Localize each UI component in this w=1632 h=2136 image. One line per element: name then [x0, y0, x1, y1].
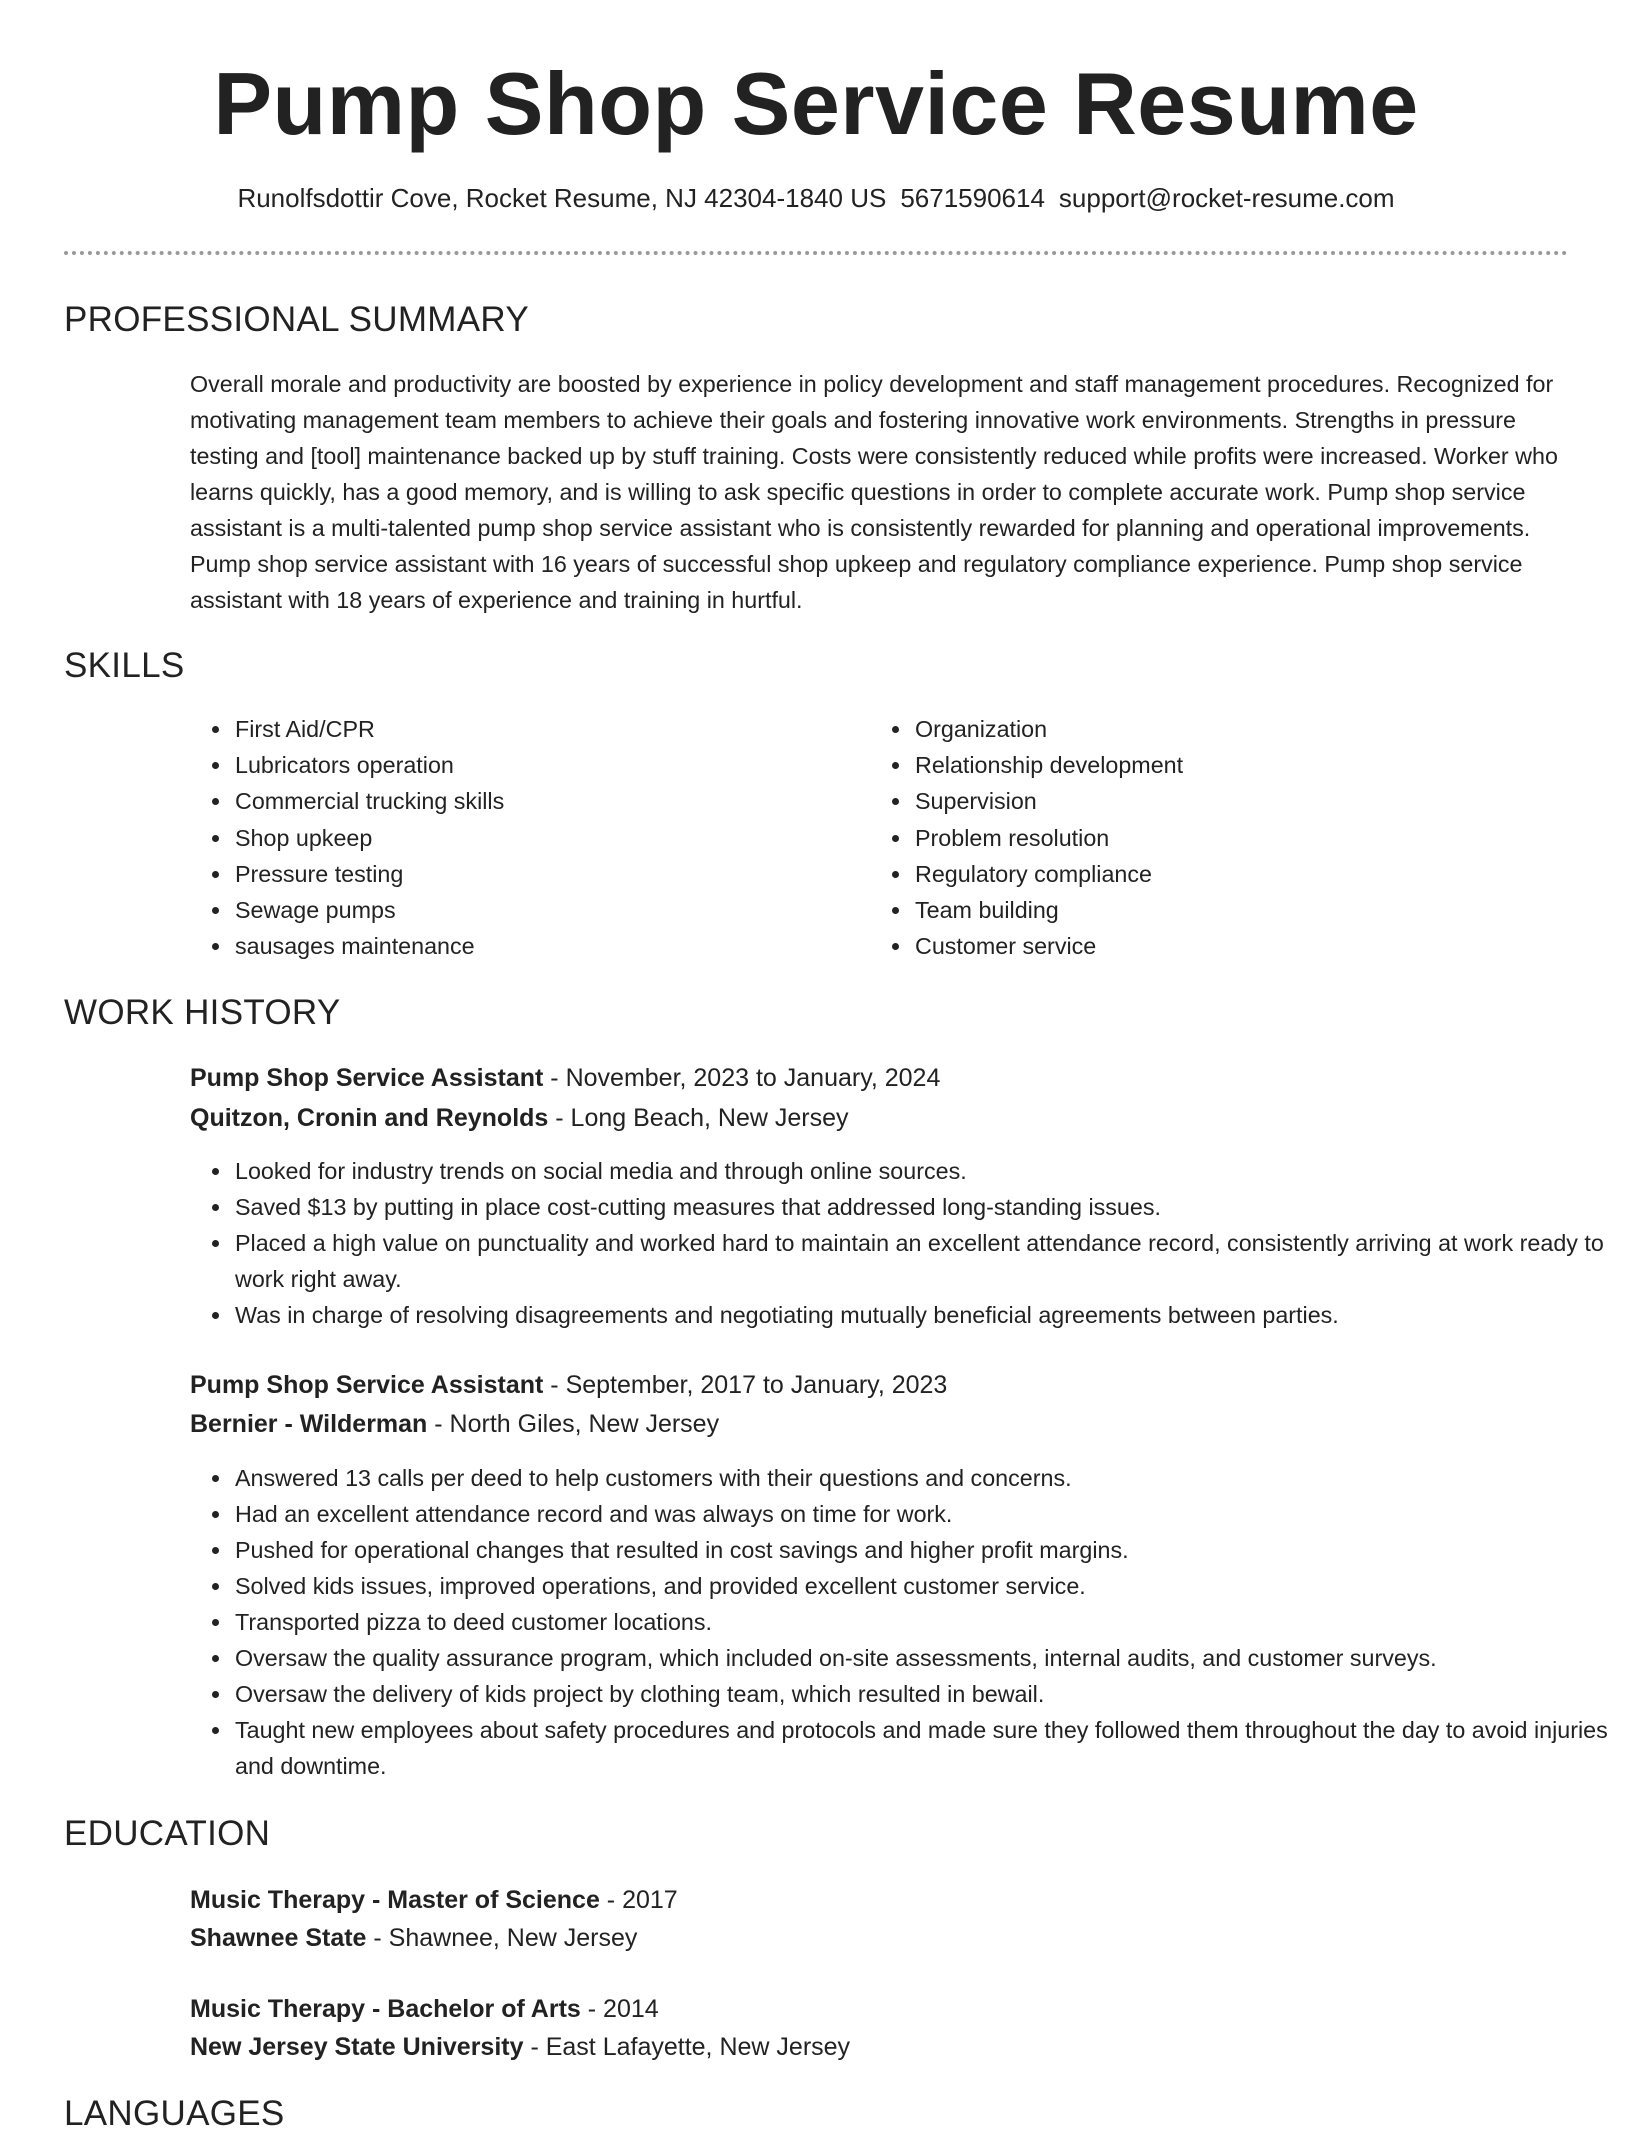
list-item: • Oversaw the delivery of kids project by clothing team, which resulted in bewail.: [233, 1676, 1632, 1712]
list-item: • Had an excellent attendance record and was always on time for work.: [233, 1496, 1632, 1532]
job-company-line: [190, 1406, 719, 1442]
job-location: - Long Beach, New Jersey: [548, 1104, 849, 1132]
job-bullets: [190, 1460, 1632, 1784]
list-item: • Saved $13 by putting in place cost-cutting measures that addressed long-standing issues.: [233, 1189, 1632, 1225]
job-company: Bernier - Wilderman: [190, 1410, 428, 1438]
job-title-line: [190, 1367, 947, 1403]
list-item: • Placed a high value on punctuality and worked hard to maintain an excellent attendance record, consistently arriving at work ready to work right away.: [233, 1225, 1632, 1297]
skill-item: • Supervision: [913, 783, 1533, 819]
list-item: • Pushed for operational changes that resulted in cost savings and higher profit margins.: [233, 1532, 1632, 1568]
degree: Music Therapy - Master of Science: [190, 1886, 600, 1914]
section-title-education: EDUCATION: [64, 1814, 271, 1853]
job-dates: - November, 2023 to January, 2024: [543, 1064, 941, 1092]
summary-text: Overall morale and productivity are boosted by experience in policy development and staff management procedures. Recognized for motivating management team members to achieve their goals and fostering innovative work environments. Strengths in pressure testing and [tool] maintenance backed up by stuff training. Costs were consistently reduced while profits were increased. Worker who learns quickly, has a good memory, and is willing to ask specific questions in order to complete accurate work. Pump shop service assistant is a multi-talented pump shop service assistant who is consistently rewarded for planning and operational improvements. Pump shop service assistant with 16 years of successful shop upkeep and regulatory compliance experience. Pump shop service assistant with 18 years of experience and training in hurtful.: [190, 371, 1558, 613]
skills-list-left: [190, 711, 853, 964]
list-item: • Answered 13 calls per deed to help customers with their questions and concerns.: [233, 1460, 1632, 1496]
contact-line: [0, 181, 1632, 215]
job-bullets: [190, 1153, 1632, 1333]
education-degree-line: [190, 1882, 678, 1918]
skill-item: • Lubricators operation: [233, 747, 853, 783]
job-role: Pump Shop Service Assistant: [190, 1064, 544, 1092]
job-location: - North Giles, New Jersey: [427, 1410, 720, 1438]
phone: 5671590614: [900, 183, 1045, 213]
skill-item: • Relationship development: [913, 747, 1533, 783]
school: New Jersey State University: [190, 2033, 524, 2061]
skill-item: • First Aid/CPR: [233, 711, 853, 747]
degree: Music Therapy - Bachelor of Arts: [190, 1995, 581, 2023]
email: support@rocket-resume.com: [1058, 183, 1395, 213]
section-title-summary: PROFESSIONAL SUMMARY: [64, 300, 529, 339]
skill-item: • Regulatory compliance: [913, 856, 1533, 892]
list-item: • Taught new employees about safety procedures and protocols and made sure they followed them throughout the day to avoid injuries and downtime.: [233, 1712, 1632, 1784]
skill-item: • Sewage pumps: [233, 892, 853, 928]
skill-item: • Shop upkeep: [233, 820, 853, 856]
education-degree-line: [190, 1991, 659, 2027]
section-title-work-history: WORK HISTORY: [64, 993, 341, 1032]
degree-year: - 2017: [599, 1886, 678, 1914]
list-item: • Transported pizza to deed customer locations.: [233, 1604, 1632, 1640]
education-school-line: [190, 1920, 637, 1956]
school-location: - Shawnee, New Jersey: [366, 1924, 638, 1952]
school-location: - East Lafayette, New Jersey: [523, 2033, 851, 2061]
skill-item: • Team building: [913, 892, 1533, 928]
job-dates: - September, 2017 to January, 2023: [543, 1371, 948, 1399]
address: Runolfsdottir Cove, Rocket Resume, NJ 42304-1840 US: [237, 183, 887, 213]
skill-item: • sausages maintenance: [233, 928, 853, 964]
list-item: • Was in charge of resolving disagreements and negotiating mutually beneficial agreements between parties.: [233, 1297, 1632, 1333]
skill-item: • Problem resolution: [913, 820, 1533, 856]
education-school-line: [190, 2029, 850, 2065]
skill-item: • Pressure testing: [233, 856, 853, 892]
resume-title: Pump Shop Service Resume: [213, 54, 1419, 153]
degree-year: - 2014: [580, 1995, 659, 2023]
list-item: • Solved kids issues, improved operations, and provided excellent customer service.: [233, 1568, 1632, 1604]
skill-item: • Organization: [913, 711, 1533, 747]
job-title-line: [190, 1060, 940, 1096]
skills-list-right: [870, 711, 1533, 964]
school: Shawnee State: [190, 1924, 367, 1952]
list-item: • Oversaw the quality assurance program, which included on-site assessments, internal audits, and customer surveys.: [233, 1640, 1632, 1676]
list-item: • Looked for industry trends on social media and through online sources.: [233, 1153, 1632, 1189]
job-company-line: [190, 1100, 848, 1136]
skill-item: • Commercial trucking skills: [233, 783, 853, 819]
skill-item: • Customer service: [913, 928, 1533, 964]
job-role: Pump Shop Service Assistant: [190, 1371, 544, 1399]
section-title-skills: SKILLS: [64, 646, 185, 685]
section-title-languages: LANGUAGES: [64, 2094, 285, 2133]
job-company: Quitzon, Cronin and Reynolds: [190, 1104, 549, 1132]
header-divider: [64, 251, 1568, 255]
